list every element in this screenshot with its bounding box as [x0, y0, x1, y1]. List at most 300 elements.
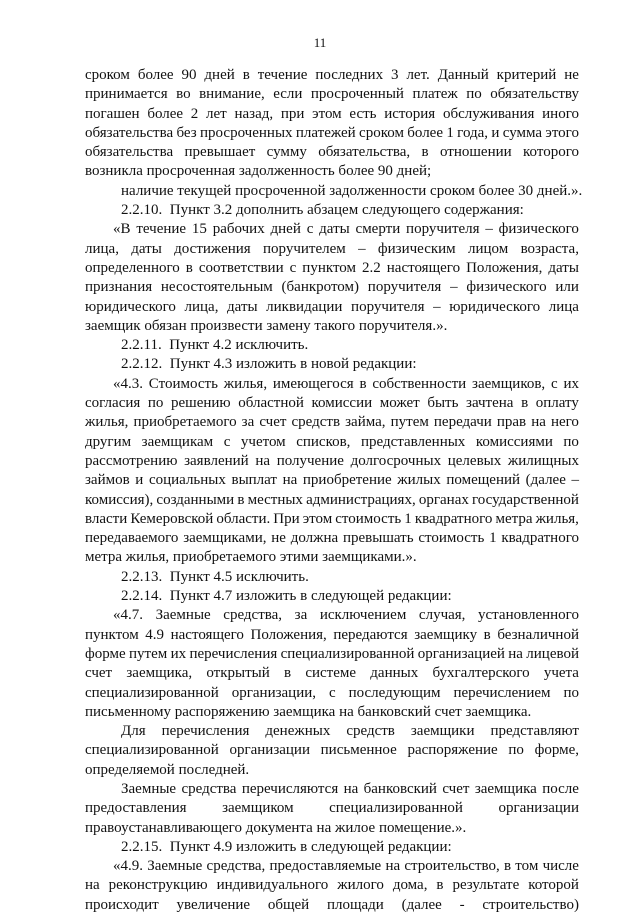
text-word: местных — [247, 491, 303, 508]
text-word: площади — [326, 896, 384, 913]
text-word: Стоимость — [148, 375, 218, 392]
text-word: физическим — [377, 240, 456, 257]
text-word: «В — [113, 221, 131, 238]
text-word: физического — [498, 221, 579, 238]
text-word: стоимость — [418, 530, 485, 547]
text-line — [85, 66, 579, 85]
text-word: течение — [257, 67, 308, 83]
text-word: лицом — [468, 240, 509, 257]
text-word: счет — [259, 414, 287, 431]
text-word: имеющегося — [272, 375, 354, 392]
text-word: стоимость — [335, 510, 402, 527]
text-word: которой — [528, 877, 579, 894]
text-word: в — [421, 144, 429, 161]
text-line — [85, 452, 579, 471]
text-word: Положения, — [250, 626, 327, 643]
text-word: история — [384, 105, 436, 122]
text-word: рабочих — [212, 221, 265, 238]
text-word: реконструкцию — [108, 877, 208, 894]
text-word: более — [137, 67, 174, 83]
text-word: банковский — [363, 780, 437, 797]
text-word: при — [280, 105, 305, 122]
text-word: метра — [495, 510, 533, 527]
text-word: счет — [85, 665, 113, 682]
text-word: в — [359, 375, 367, 392]
text-word: назад, — [234, 105, 274, 122]
text-word: дней — [270, 221, 301, 238]
text-word: возраста, — [520, 240, 579, 257]
text-word: за — [294, 607, 308, 624]
text-word: после — [542, 780, 579, 797]
text-word: поручителя — [367, 279, 442, 296]
text-word: на — [385, 858, 401, 875]
text-word: власти — [85, 510, 128, 527]
text-word: просроченных — [200, 124, 293, 141]
text-word: комиссии — [311, 395, 373, 412]
text-word: Положения, — [466, 259, 543, 276]
text-word: собственности — [372, 375, 467, 392]
text-word: – — [571, 472, 579, 489]
text-word: критерий — [496, 67, 557, 83]
text-word: 3 — [391, 67, 399, 83]
text-word: возникла просроченная задолженность более 90 дней; — [85, 163, 432, 180]
text-word: обслуживания — [442, 105, 535, 122]
text-word: обязательства, — [318, 144, 411, 161]
text-word: 2.2.15. Пункт 4.9 изложить в следующей редакции: — [121, 838, 452, 855]
text-line — [85, 413, 579, 432]
text-word: решению — [171, 395, 231, 412]
text-word: случая, — [418, 607, 466, 624]
text-word: физического — [466, 279, 547, 296]
text-word: распоряжение — [407, 742, 498, 759]
text-word: даты — [319, 221, 350, 238]
text-line — [85, 722, 579, 741]
text-word: строительство, — [404, 858, 500, 875]
text-word: не — [271, 530, 286, 547]
text-word: специализированной — [329, 800, 463, 817]
text-word: принимается — [85, 86, 168, 103]
text-word: 15 — [191, 221, 207, 238]
text-word: есть — [349, 105, 377, 122]
text-line — [85, 85, 579, 104]
text-word: 2.2.10. Пункт 3.2 дополнить абзацем следующего содержания: — [121, 202, 524, 219]
text-word: социальных — [148, 472, 226, 489]
document-body — [85, 66, 583, 915]
text-word: на — [508, 645, 523, 662]
text-word: на — [282, 472, 298, 489]
text-line — [85, 568, 579, 587]
text-word: оплату — [535, 395, 579, 412]
text-word: пунктом — [85, 626, 139, 643]
text-word: года, — [457, 124, 489, 141]
text-word: администрациях, — [306, 491, 416, 508]
text-word: представленных — [360, 433, 466, 450]
text-word: – — [485, 221, 493, 238]
text-word: займов — [85, 472, 130, 489]
text-word: в — [503, 858, 512, 875]
text-word: быть — [427, 395, 459, 412]
text-word: специализированной — [85, 742, 219, 759]
text-word: может — [379, 395, 420, 412]
text-line — [85, 491, 579, 510]
text-word: приобретаемого — [133, 414, 237, 431]
text-word: платеж — [412, 86, 458, 103]
text-word: – — [358, 240, 366, 257]
text-word: 1 — [404, 510, 412, 527]
text-word: области. — [216, 510, 271, 527]
text-word: поручителя — [351, 298, 425, 315]
text-word: этом — [302, 510, 333, 527]
text-word: или — [555, 279, 579, 296]
text-word: по — [563, 684, 579, 701]
text-word: комиссия), — [85, 491, 154, 508]
text-word: целевых — [447, 452, 502, 469]
text-line — [85, 703, 579, 722]
text-line — [85, 510, 579, 529]
text-word: соответствии — [198, 259, 284, 276]
text-word: организацией — [417, 645, 505, 662]
text-word: другим — [85, 433, 132, 450]
text-line — [85, 124, 579, 143]
text-word: заемщика, — [126, 665, 193, 682]
text-line — [85, 819, 579, 838]
text-word: зачтена — [466, 395, 514, 412]
text-word: том — [515, 858, 539, 875]
text-word: общей — [267, 896, 310, 913]
text-word: которого — [523, 144, 579, 161]
text-word: средств — [291, 414, 341, 431]
text-line — [85, 876, 579, 895]
text-word: наличие текущей просроченной задолженности сроком более 30 дней.». — [121, 182, 583, 199]
text-word: в — [185, 259, 193, 276]
text-word: средств — [346, 723, 395, 740]
text-word: не — [564, 67, 579, 83]
text-line — [85, 741, 579, 760]
text-line — [85, 896, 579, 915]
text-word: долгосрочных — [350, 452, 442, 469]
text-word: жилья, — [85, 414, 129, 431]
text-word: передаваемого — [85, 530, 179, 547]
text-word: 2.2.12. Пункт 4.3 изложить в новой редакции: — [121, 356, 417, 373]
text-word: отношении — [439, 144, 512, 161]
text-word: заемщики — [410, 723, 475, 740]
text-word: него — [550, 414, 579, 431]
text-word: Кемеровской — [130, 510, 214, 527]
text-line — [85, 606, 579, 625]
text-word: учетом — [240, 433, 286, 450]
text-word: перечисления — [161, 723, 250, 740]
text-word: денежных — [265, 723, 331, 740]
text-word: должна — [290, 530, 339, 547]
text-word: по — [563, 433, 579, 450]
text-word: письменное — [320, 742, 397, 759]
text-line — [85, 626, 579, 645]
text-word: квадратного — [414, 510, 493, 527]
text-word: обязательства — [85, 144, 174, 161]
text-line — [85, 548, 579, 567]
text-word: с — [550, 375, 558, 392]
text-word: происходит — [85, 896, 159, 913]
text-word: прав — [496, 414, 527, 431]
text-word: определенного — [85, 259, 180, 276]
text-word: юридического — [449, 298, 541, 315]
text-word: «4.3. — [113, 375, 143, 392]
text-word: сумму — [266, 144, 307, 161]
text-word: смерти — [355, 221, 401, 238]
text-word: индивидуального — [216, 877, 329, 894]
text-word: Заемные — [147, 858, 203, 875]
text-word: Данный — [437, 67, 489, 83]
text-word: если — [273, 86, 303, 103]
text-word: поручителем — [263, 240, 346, 257]
text-word: настоящего — [386, 259, 461, 276]
text-word: даты — [548, 259, 579, 276]
text-line — [85, 761, 579, 780]
text-word: лет. — [406, 67, 430, 83]
text-word: внимание, — [199, 86, 265, 103]
text-word: лица, — [85, 240, 119, 257]
text-word: представляют — [490, 723, 579, 740]
text-word: заемщик обязан произвести замену такого поручителя.». — [85, 317, 448, 334]
text-word: в — [237, 491, 245, 508]
text-line — [85, 317, 579, 336]
text-word: жилых — [397, 472, 441, 489]
text-word: ликвидации — [266, 298, 343, 315]
text-word: правоустанавливающего документа на жилое помещение.». — [85, 819, 467, 836]
text-word: (далее — [401, 896, 442, 913]
text-word: метра жилья, приобретаемого этими заемщиками.». — [85, 549, 417, 566]
text-word: даты — [131, 240, 162, 257]
text-word: превышать — [343, 530, 414, 547]
text-word: на — [85, 877, 100, 894]
text-line — [85, 240, 579, 259]
text-word: этом — [312, 105, 342, 122]
text-word: заемщику — [414, 626, 478, 643]
text-line — [85, 857, 579, 876]
text-word: дома, — [392, 877, 428, 894]
text-word: достижения — [174, 240, 251, 257]
text-word: комиссиями — [475, 433, 553, 450]
text-word: получение — [276, 452, 344, 469]
text-word: 2.2.13. Пункт 4.5 исключить. — [121, 568, 309, 585]
text-line — [85, 298, 579, 317]
text-word: организации, — [231, 684, 317, 701]
page-number: 11 — [313, 35, 327, 50]
text-word: органах — [418, 491, 469, 508]
text-word: перечислением — [453, 684, 551, 701]
text-word: на — [531, 414, 546, 431]
text-line — [85, 182, 583, 201]
text-word: средства, — [223, 607, 283, 624]
text-word: определяемой последней. — [85, 761, 250, 778]
text-word: сумма — [502, 124, 543, 141]
text-word: Заемные — [121, 780, 177, 797]
text-line — [85, 143, 579, 162]
text-word: признания — [85, 279, 153, 296]
text-word: 4.9 — [145, 626, 165, 643]
text-word: их — [170, 645, 187, 662]
text-word: результате — [452, 877, 520, 894]
text-word: настоящего — [170, 626, 244, 643]
text-line — [85, 355, 579, 374]
text-word: и — [135, 472, 144, 489]
text-word: с — [223, 433, 231, 450]
text-line — [85, 780, 579, 799]
text-word: установленного — [478, 607, 579, 624]
text-word: данных — [370, 665, 419, 682]
text-word: предоставляемые — [269, 858, 382, 875]
text-line — [85, 336, 579, 355]
text-word: 1 — [489, 530, 497, 547]
text-line — [85, 278, 579, 297]
text-word: перечисления — [189, 645, 278, 662]
text-word: 2.2.11. Пункт 4.2 исключить. — [121, 337, 309, 354]
text-word: сроком — [359, 124, 404, 141]
text-word: и — [491, 124, 500, 141]
text-word: более — [147, 105, 184, 122]
text-word: счет — [442, 780, 470, 797]
text-line — [85, 433, 579, 452]
text-line — [85, 684, 579, 703]
text-word: лет — [206, 105, 227, 122]
text-word: предоставления — [85, 800, 187, 817]
text-word: - — [459, 896, 465, 913]
text-word: 1 — [446, 124, 454, 141]
text-word: квадратного — [501, 530, 579, 547]
text-word: жилого — [337, 877, 384, 894]
text-word: – — [433, 298, 441, 315]
text-word: строительство) — [482, 896, 579, 913]
text-word: средства, — [206, 858, 266, 875]
text-word: по — [466, 86, 482, 103]
text-word: «4.7. — [113, 607, 143, 624]
text-word: в — [242, 67, 250, 83]
text-word: безналичной — [497, 626, 579, 643]
text-word: числе — [542, 858, 579, 875]
text-word: списков, — [296, 433, 351, 450]
text-word: лицевой — [526, 645, 579, 662]
text-word: течение — [136, 221, 187, 238]
text-word: учета — [543, 665, 579, 682]
text-word: государственной — [472, 491, 579, 508]
text-line — [85, 587, 579, 606]
text-word: согласия — [85, 395, 141, 412]
text-line — [85, 645, 579, 664]
text-word: 90 — [181, 67, 197, 83]
text-word: в — [436, 877, 444, 894]
text-word: выплат — [231, 472, 277, 489]
text-word: рассмотрению — [85, 452, 178, 469]
text-line — [85, 838, 579, 857]
text-word: их — [563, 375, 579, 392]
text-word: 2 — [190, 105, 199, 122]
text-word: даты — [227, 298, 258, 315]
text-word: просроченный — [310, 86, 404, 103]
text-word: обязательства — [85, 124, 174, 141]
text-line — [85, 664, 579, 683]
text-word: передачи — [433, 414, 492, 431]
text-word: за — [241, 414, 255, 431]
text-word: жилья, — [223, 375, 268, 392]
text-word: областной — [238, 395, 304, 412]
text-word: приобретение — [302, 472, 392, 489]
text-word: по — [508, 742, 524, 759]
text-word: путем — [129, 645, 168, 662]
text-word: пунктом — [302, 259, 357, 276]
text-word: (банкротом) — [281, 279, 360, 296]
text-word: заемщиков, — [472, 375, 546, 392]
text-word: организации — [498, 800, 579, 817]
text-word: – — [450, 279, 458, 296]
text-line — [85, 799, 579, 818]
text-word: жилья, — [535, 510, 579, 527]
text-word: созданными — [156, 491, 235, 508]
text-word: поручителя — [406, 221, 480, 238]
text-word: форме — [85, 645, 126, 662]
text-word: юридического — [85, 298, 176, 315]
text-word: лица, — [184, 298, 219, 315]
text-word: лица — [548, 298, 579, 315]
text-word: с — [306, 221, 314, 238]
text-word: в — [284, 665, 292, 682]
text-word: «4.9. — [113, 858, 143, 875]
text-line — [85, 529, 579, 548]
text-word: средства — [181, 780, 237, 797]
text-line — [85, 162, 579, 181]
text-word: этого — [545, 124, 579, 141]
text-word: Для — [121, 723, 146, 740]
text-word: без — [176, 124, 197, 141]
text-word: заемщиком — [222, 800, 294, 817]
text-word: дней — [204, 67, 235, 83]
text-word: бухгалтерского — [432, 665, 530, 682]
text-word: исключением — [319, 607, 407, 624]
text-word: письменному распоряжению заемщика на банковский счет заемщика. — [85, 703, 532, 720]
text-word: более — [407, 124, 444, 141]
text-word: специализированной — [280, 645, 415, 662]
text-word: обязательству — [490, 86, 579, 103]
text-line — [85, 375, 579, 394]
text-word: с — [328, 684, 336, 701]
text-line — [85, 259, 579, 278]
text-word: открытый — [206, 665, 270, 682]
text-word: погашен — [85, 105, 140, 122]
text-word: специализированной — [85, 684, 219, 701]
text-word: с — [289, 259, 297, 276]
text-word: несостоятельным — [160, 279, 273, 296]
text-word: последних — [315, 67, 384, 83]
text-word: по — [147, 395, 164, 412]
text-word: в — [521, 395, 529, 412]
text-line — [85, 105, 579, 124]
text-word: системе — [305, 665, 357, 682]
text-word: (далее — [525, 472, 566, 489]
text-word: последующим — [348, 684, 441, 701]
text-word: жилищных — [507, 452, 579, 469]
text-word: на — [343, 780, 359, 797]
text-word: сроком — [85, 67, 130, 83]
text-word: перечисляются — [241, 780, 339, 797]
text-word: 2.2 — [362, 259, 381, 276]
text-word: превышает — [184, 144, 256, 161]
text-line — [85, 394, 579, 413]
text-word: заемщикам — [141, 433, 214, 450]
text-word: передаются — [333, 626, 408, 643]
text-line — [85, 471, 579, 490]
text-word: заемщиками, — [183, 530, 267, 547]
text-word: в — [483, 626, 491, 643]
text-word: во — [176, 86, 191, 103]
